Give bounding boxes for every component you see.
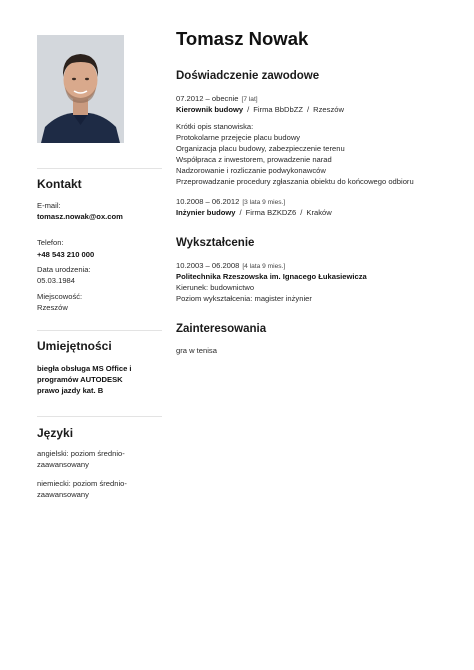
separator: / (239, 208, 242, 217)
job-company: Firma BZKDZ6 (245, 208, 297, 217)
languages-heading: Języki (37, 426, 74, 440)
language-item: zaawansowany (37, 460, 89, 469)
job-desc-item: Współpraca z inwestorem, prowadzenie narad (176, 155, 332, 164)
separator: / (307, 105, 310, 114)
job-date-range: 10.2008 – 06.2012 (176, 197, 240, 206)
job-dates (176, 94, 258, 103)
job-desc-item: Organizacja placu budowy, zabezpieczenie terenu (176, 144, 345, 153)
phone-value[interactable]: +48 543 210 000 (37, 250, 95, 259)
job-date-range: 07.2012 – obecnie (176, 94, 239, 103)
job-dates (176, 197, 285, 206)
person-portrait-icon (37, 35, 124, 143)
interests-heading: Zainteresowania (176, 323, 267, 335)
profile-photo (37, 35, 124, 143)
experience-heading: Doświadczenie zawodowe (176, 70, 320, 82)
language-item: angielski: poziom średnio- (37, 449, 125, 458)
job-desc-item: Przeprowadzanie procedury zgłaszania obiektu do końcowego odbioru (176, 177, 414, 186)
education-heading: Wykształcenie (176, 237, 255, 249)
email-value[interactable]: tomasz.nowak@ox.com (37, 212, 123, 221)
city-value: Rzeszów (37, 303, 68, 312)
separator: / (247, 105, 250, 114)
school-name: Politechnika Rzeszowska im. Ignacego Łukasiewicza (176, 272, 367, 281)
skill-item: programów AUTODESK (37, 375, 123, 384)
city-label: Miejscowość: (37, 292, 83, 301)
skill-item: prawo jazdy kat. B (37, 386, 104, 395)
interests-text: gra w tenisa (176, 346, 217, 355)
language-item: niemiecki: poziom średnio- (37, 479, 127, 488)
job-desc-item: Nadzorowanie i rozliczanie podwykonawców (176, 166, 326, 175)
language-item: zaawansowany (37, 490, 89, 499)
job-title-line (176, 208, 332, 217)
job-title-line (176, 105, 344, 114)
contact-heading: Kontakt (37, 177, 82, 191)
separator: / (300, 208, 303, 217)
job-desc-item: Protokolarne przejęcie placu budowy (176, 133, 301, 142)
job-duration: [3 lata 9 mies.] (242, 199, 286, 206)
dob-value: 05.03.1984 (37, 276, 76, 285)
education-field: Kierunek: budownictwo (176, 283, 255, 292)
education-dates (176, 261, 285, 270)
job-title: Inżynier budowy (176, 208, 236, 217)
job-city: Rzeszów (313, 105, 344, 114)
dob-label: Data urodzenia: (37, 265, 91, 274)
candidate-name: Tomasz Nowak (176, 28, 309, 49)
job-desc-label: Krótki opis stanowiska: (176, 122, 254, 131)
skills-heading: Umiejętności (37, 339, 112, 353)
job-city: Kraków (306, 208, 332, 217)
job-title: Kierownik budowy (176, 105, 244, 114)
divider (37, 168, 162, 169)
divider (37, 416, 162, 417)
education-date-range: 10.2003 – 06.2008 (176, 261, 240, 270)
email-label: E-mail: (37, 201, 61, 210)
education-duration: [4 lata 9 mies.] (242, 263, 286, 270)
skill-item: biegła obsługa MS Office i (37, 364, 132, 373)
divider (37, 330, 162, 331)
job-company: Firma BbDbZZ (253, 105, 304, 114)
education-level: Poziom wykształcenia: magister inżynier (176, 294, 312, 303)
job-duration: [7 lat] (241, 96, 258, 103)
phone-label: Telefon: (37, 238, 64, 247)
